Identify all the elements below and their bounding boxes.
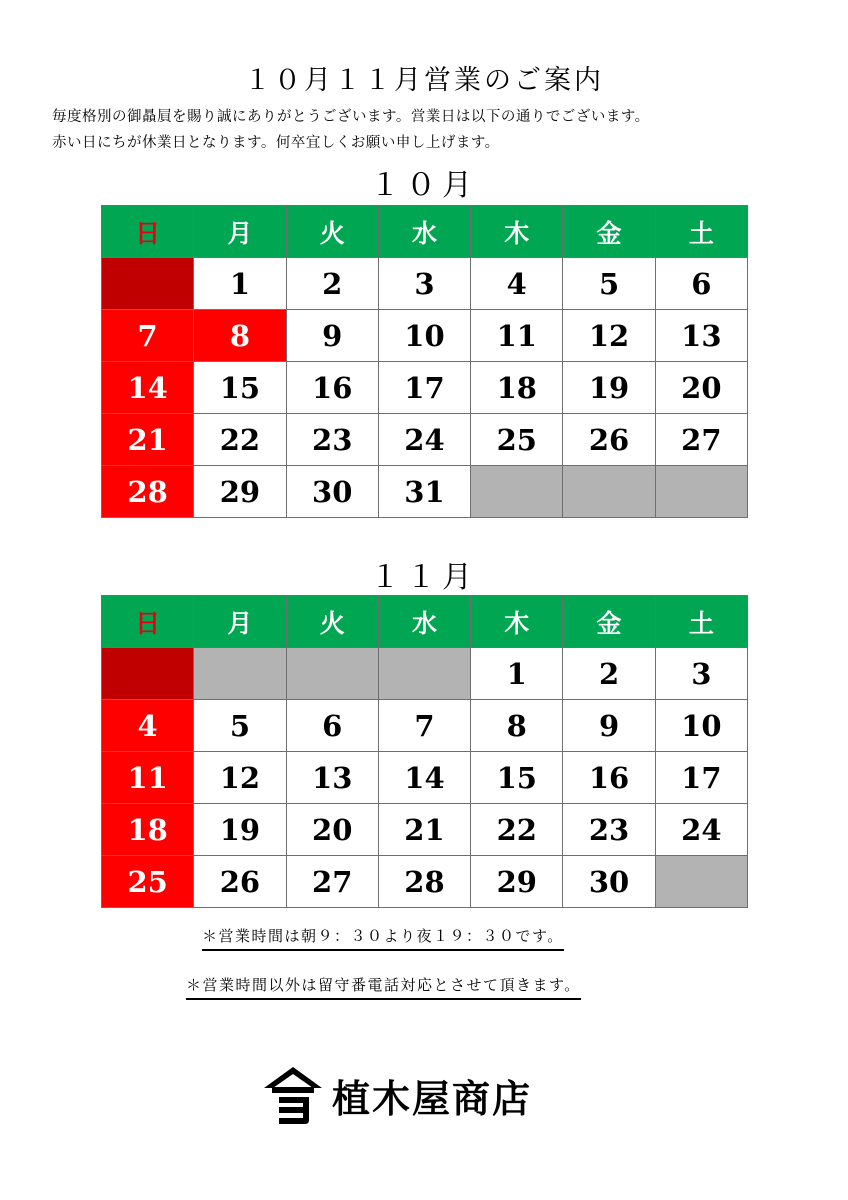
day-cell: 17: [655, 752, 747, 804]
day-cell: 30: [286, 466, 378, 518]
weekday-mon: 月: [194, 206, 286, 258]
week-row: [102, 466, 748, 518]
day-cell: 10: [378, 310, 470, 362]
week-row: [102, 804, 748, 856]
shop-footer: [262, 1060, 532, 1130]
week-row: [102, 362, 748, 414]
day-cell: 20: [286, 804, 378, 856]
weekday-fri: 金: [563, 206, 655, 258]
day-cell: 1: [471, 648, 563, 700]
day-cell: 26: [563, 414, 655, 466]
empty-day-cell: [655, 856, 747, 908]
shop-name: 植木屋商店: [332, 1075, 533, 1121]
day-cell: 29: [471, 856, 563, 908]
day-cell: 8: [194, 310, 286, 362]
day-cell: 2: [286, 258, 378, 310]
day-cell: 31: [378, 466, 470, 518]
day-cell: 25: [102, 856, 194, 908]
day-cell: 4: [102, 700, 194, 752]
day-cell: 5: [194, 700, 286, 752]
day-cell: 17: [378, 362, 470, 414]
weekday-thu: 木: [471, 596, 563, 648]
day-cell: 29: [194, 466, 286, 518]
weekday-sat: 土: [655, 596, 747, 648]
empty-day-cell: [102, 258, 194, 310]
november-title: １１月: [370, 560, 478, 595]
empty-day-cell: [378, 648, 470, 700]
day-cell: 10: [655, 700, 747, 752]
day-cell: 11: [102, 752, 194, 804]
empty-day-cell: [286, 648, 378, 700]
day-cell: 6: [286, 700, 378, 752]
day-cell: 24: [378, 414, 470, 466]
october-calendar: [101, 205, 748, 518]
day-cell: 4: [471, 258, 563, 310]
day-cell: 30: [563, 856, 655, 908]
day-cell: 12: [194, 752, 286, 804]
page-title: １０月１１月営業のご案内: [244, 65, 604, 96]
intro-line-2: 赤い日にちが休業日となります。何卒宜しくお願い申し上げます。: [52, 135, 500, 151]
day-cell: 1: [194, 258, 286, 310]
day-cell: 18: [471, 362, 563, 414]
intro-line-1: 毎度格別の御贔屓を賜り誠にありがとうございます。営業日は以下の通りでございます。: [52, 109, 650, 125]
day-cell: 13: [655, 310, 747, 362]
day-cell: 27: [286, 856, 378, 908]
weekday-header-row: [102, 596, 748, 648]
day-cell: 9: [563, 700, 655, 752]
day-cell: 8: [471, 700, 563, 752]
november-calendar: [101, 595, 748, 908]
day-cell: 21: [378, 804, 470, 856]
business-hours-note: ＊営業時間は朝９：３０より夜１９：３０です。: [202, 925, 564, 951]
weekday-header-row: [102, 206, 748, 258]
day-cell: 3: [655, 648, 747, 700]
day-cell: 9: [286, 310, 378, 362]
weekday-tue: 火: [286, 596, 378, 648]
week-row: [102, 648, 748, 700]
day-cell: 20: [655, 362, 747, 414]
weekday-fri: 金: [563, 596, 655, 648]
weekday-tue: 火: [286, 206, 378, 258]
weekday-wed: 水: [378, 596, 470, 648]
day-cell: 11: [471, 310, 563, 362]
october-title: １０月: [370, 168, 478, 203]
day-cell: 12: [563, 310, 655, 362]
day-cell: 7: [378, 700, 470, 752]
day-cell: 5: [563, 258, 655, 310]
week-row: [102, 752, 748, 804]
day-cell: 23: [563, 804, 655, 856]
week-row: [102, 700, 748, 752]
day-cell: 23: [286, 414, 378, 466]
day-cell: 28: [378, 856, 470, 908]
day-cell: 16: [563, 752, 655, 804]
empty-day-cell: [563, 466, 655, 518]
day-cell: 6: [655, 258, 747, 310]
day-cell: 2: [563, 648, 655, 700]
day-cell: 19: [194, 804, 286, 856]
day-cell: 3: [378, 258, 470, 310]
week-row: [102, 310, 748, 362]
week-row: [102, 414, 748, 466]
day-cell: 28: [102, 466, 194, 518]
day-cell: 27: [655, 414, 747, 466]
week-row: [102, 258, 748, 310]
day-cell: 22: [194, 414, 286, 466]
empty-day-cell: [655, 466, 747, 518]
roof-house-logo-icon: [262, 1064, 324, 1126]
day-cell: 24: [655, 804, 747, 856]
day-cell: 19: [563, 362, 655, 414]
empty-day-cell: [194, 648, 286, 700]
week-row: [102, 856, 748, 908]
weekday-wed: 水: [378, 206, 470, 258]
weekday-sat: 土: [655, 206, 747, 258]
weekday-mon: 月: [194, 596, 286, 648]
day-cell: 21: [102, 414, 194, 466]
day-cell: 14: [378, 752, 470, 804]
day-cell: 18: [102, 804, 194, 856]
day-cell: 14: [102, 362, 194, 414]
answering-machine-note: ＊営業時間以外は留守番電話対応とさせて頂きます。: [186, 974, 581, 1000]
empty-day-cell: [102, 648, 194, 700]
weekday-sun: 日: [102, 596, 194, 648]
day-cell: 15: [194, 362, 286, 414]
day-cell: 13: [286, 752, 378, 804]
day-cell: 7: [102, 310, 194, 362]
day-cell: 25: [471, 414, 563, 466]
empty-day-cell: [471, 466, 563, 518]
weekday-sun: 日: [102, 206, 194, 258]
day-cell: 22: [471, 804, 563, 856]
day-cell: 26: [194, 856, 286, 908]
weekday-thu: 木: [471, 206, 563, 258]
day-cell: 16: [286, 362, 378, 414]
day-cell: 15: [471, 752, 563, 804]
